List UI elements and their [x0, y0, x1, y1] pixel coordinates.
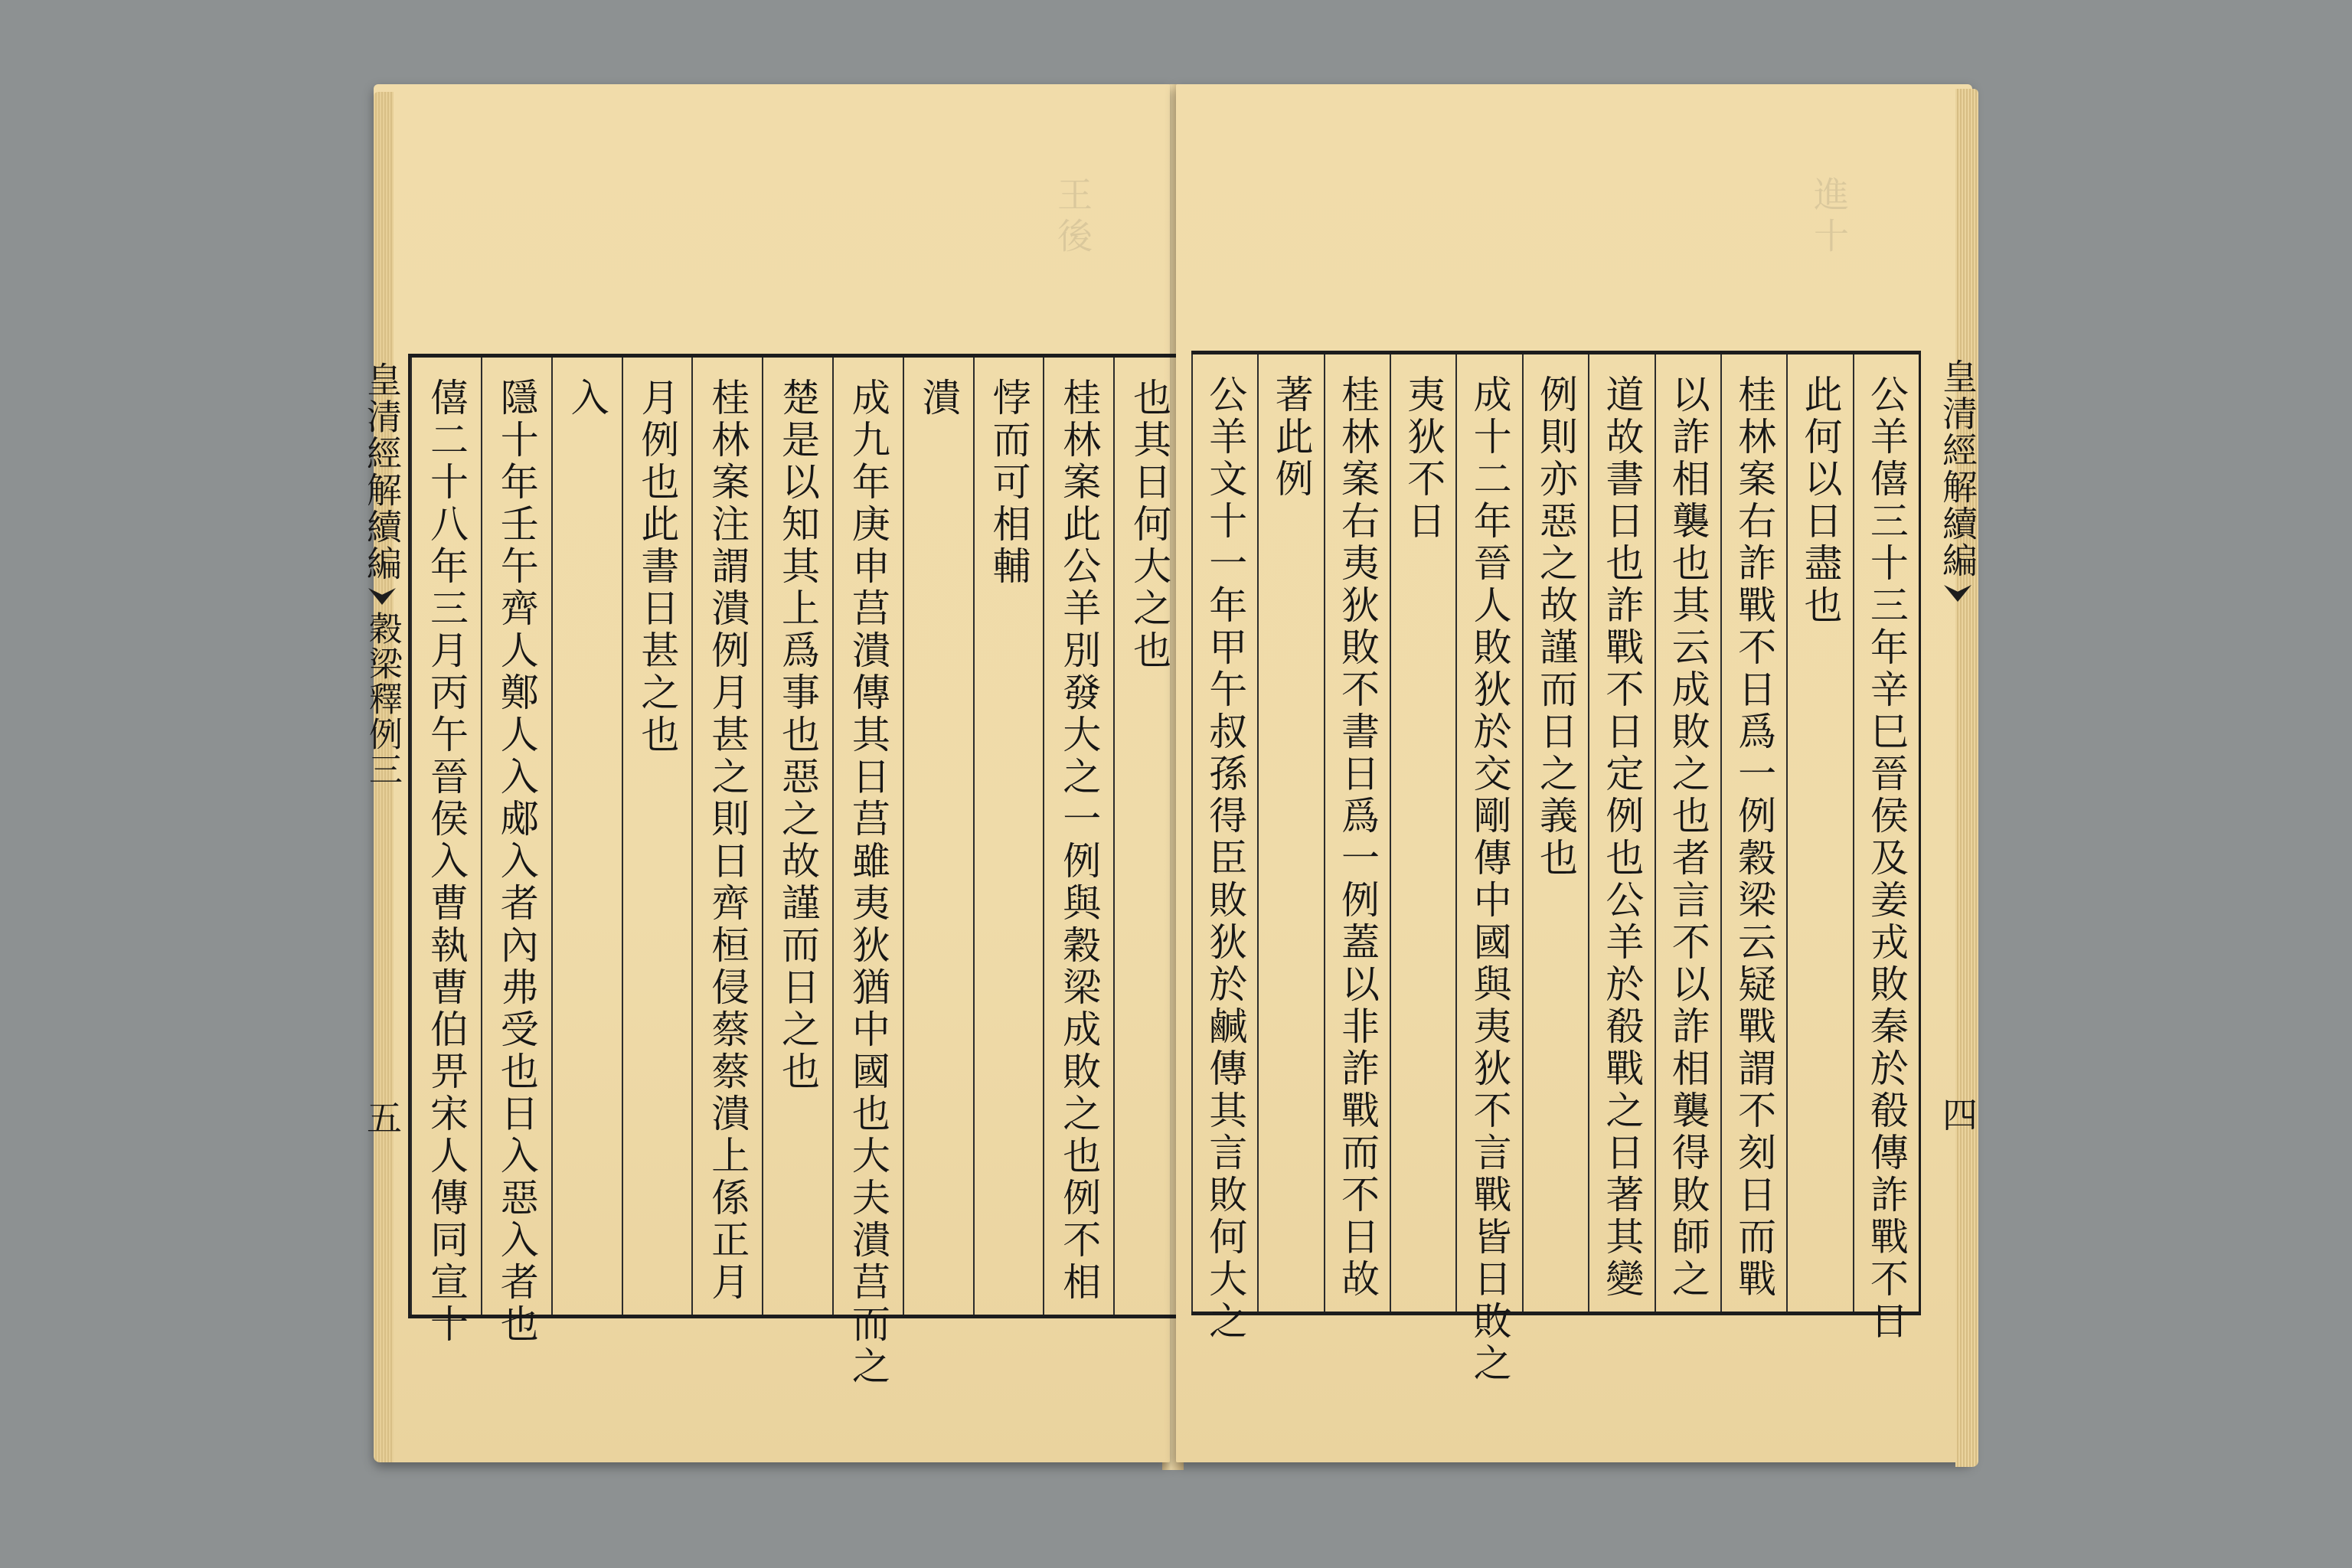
text-column [691, 358, 762, 1315]
column-text: 桂林案右夷狄敗不書日爲一例蓋以非詐戰而不日故 [1334, 374, 1380, 1301]
text-column [1191, 354, 1257, 1343]
column-text: 僖二十八年三月丙午晉侯入曹執曹伯畀宋人傳同宣十 [423, 377, 469, 1346]
fish-tail-mark-icon [1944, 585, 1971, 602]
text-column [1853, 354, 1919, 1343]
text-column [1455, 354, 1521, 1385]
column-text: 夷狄不日 [1401, 374, 1446, 543]
column-text: 入 [564, 377, 609, 420]
left-page-spine-margin [358, 354, 406, 1311]
text-column [481, 358, 551, 1346]
column-text: 桂林案注謂潰例月甚之則日齊桓侵蔡蔡潰上係正月 [705, 377, 750, 1304]
text-column [1257, 354, 1323, 1312]
left-page-columns [410, 358, 1184, 1388]
page-number: 四 [1937, 1096, 1978, 1132]
column-text: 著此例 [1269, 374, 1314, 501]
column-text: 潰 [916, 377, 961, 420]
column-text: 以詐相襲也其云成敗之也者言不以詐相襲得敗師之 [1665, 374, 1710, 1301]
bleed-through-text: 進十 [1808, 176, 1850, 259]
text-column [1113, 358, 1184, 1315]
column-text: 也其日何大之也 [1127, 377, 1172, 672]
book-title: 皇清經解續編 [361, 361, 403, 582]
column-text: 隱十年壬午齊人鄭人入郕入者內弗受也日入惡入者也 [494, 377, 539, 1346]
bleed-through-text: 王後 [1052, 176, 1093, 259]
open-book [358, 84, 1980, 1485]
left-page [361, 84, 1172, 1462]
column-text: 公羊文十一年甲午叔孫得臣敗狄於鹹傳其言敗何大之 [1203, 374, 1248, 1343]
text-column [1786, 354, 1852, 1312]
column-text: 例則亦惡之故謹而日之義也 [1534, 374, 1579, 880]
column-text: 道故書日也詐戰不日定例也公羊於殽戰之日著其變 [1599, 374, 1645, 1301]
column-text: 成九年庚申莒潰傳其日莒雖夷狄猶中國也大夫潰莒而之 [845, 377, 890, 1388]
text-column [1720, 354, 1786, 1312]
column-text: 桂林案右詐戰不日爲一例穀梁云疑戰謂不刻日而戰 [1732, 374, 1777, 1301]
left-page-text-frame [408, 354, 1184, 1388]
column-text: 桂林案此公羊別發大之一例與穀梁成敗之也例不相 [1057, 377, 1102, 1304]
text-column [903, 358, 973, 1315]
column-text: 楚是以知其上爲事也惡之故謹而日之也 [776, 377, 821, 1093]
text-column [973, 358, 1044, 1315]
text-column [1390, 354, 1455, 1312]
column-text: 公羊僖三十三年辛巳晉侯及姜戎敗秦於殽傳詐戰不日 [1864, 374, 1909, 1343]
column-text: 此何以日盡也 [1798, 374, 1843, 627]
text-column [1522, 354, 1588, 1312]
column-text: 悖而可相輔 [986, 377, 1031, 588]
right-page-spine-margin [1934, 351, 1981, 1308]
page-number: 五 [361, 1099, 403, 1135]
text-column [622, 358, 692, 1315]
column-text: 月例也此書日甚之也 [635, 377, 680, 756]
text-column [1043, 358, 1113, 1315]
fish-tail-mark-icon [368, 588, 396, 605]
right-page-columns [1191, 354, 1919, 1385]
text-column [410, 358, 481, 1346]
book-title: 皇清經解續編 [1937, 358, 1978, 579]
text-column [551, 358, 622, 1315]
column-text: 成十二年晉人敗狄於交剛傳中國與夷狄不言戰皆日敗之 [1467, 374, 1512, 1385]
text-column [1324, 354, 1390, 1312]
section-title: 穀梁釋例三 [363, 611, 402, 787]
right-page-text-frame [1191, 351, 1921, 1385]
right-page [1176, 84, 1978, 1462]
text-column [832, 358, 903, 1388]
text-column [1588, 354, 1654, 1312]
text-column [762, 358, 832, 1315]
text-column [1655, 354, 1720, 1312]
